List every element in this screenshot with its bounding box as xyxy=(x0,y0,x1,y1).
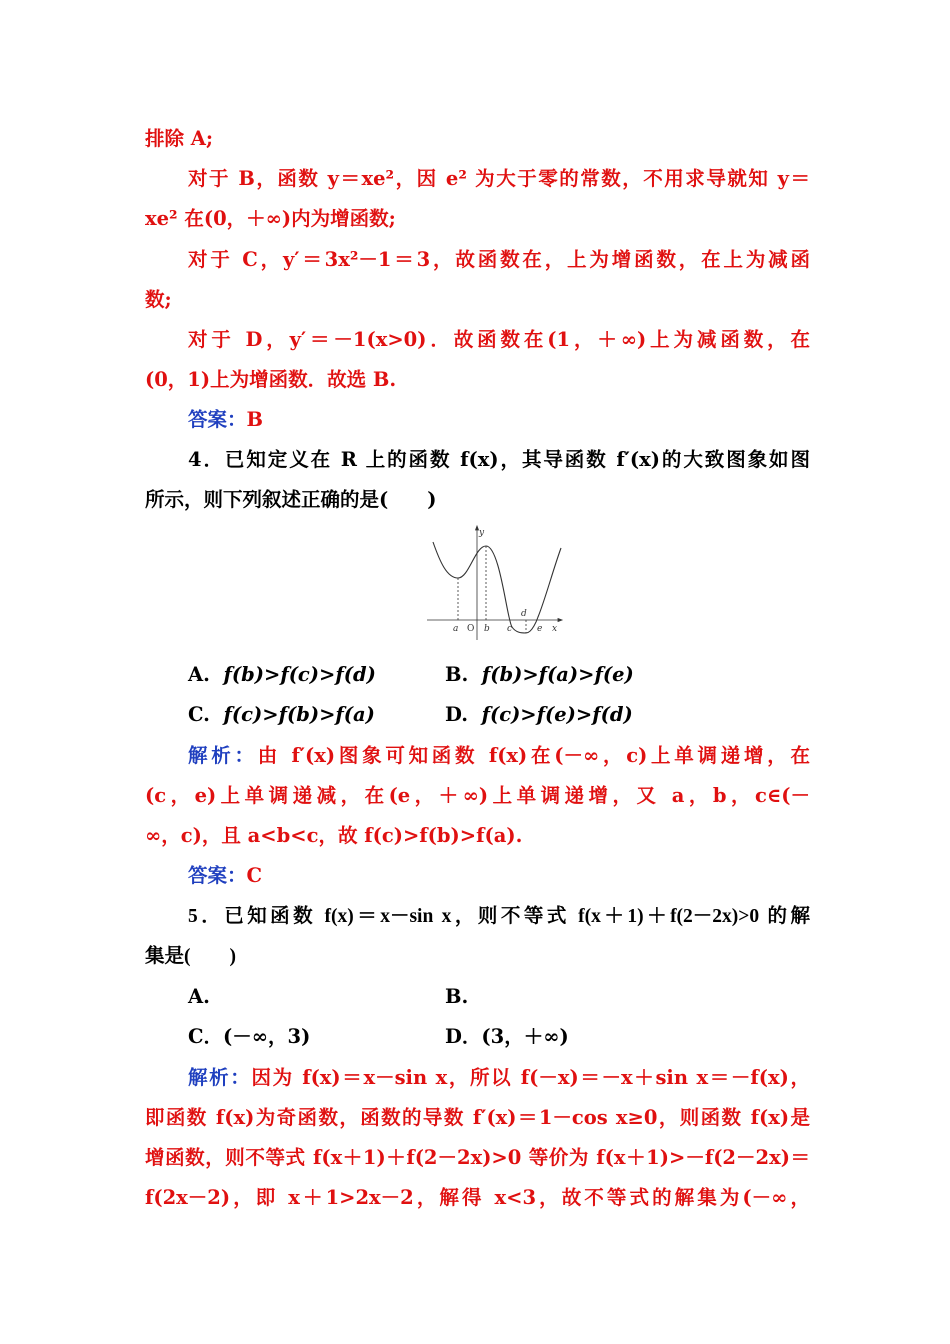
text-line: xe² 在(0，＋∞)内为增函数; xyxy=(145,207,396,230)
option-a[interactable] xyxy=(188,977,210,1017)
text-line: 排除 A; xyxy=(145,127,214,150)
option-text: f(b)>f(c)>f(d) xyxy=(223,663,376,686)
answer-line xyxy=(188,400,810,440)
answer-value: B xyxy=(246,408,263,431)
option-c[interactable] xyxy=(188,695,375,735)
text-line: 对于 D，y′＝－1(x>0)．故函数在(1，＋∞)上为减函数，在 xyxy=(188,328,810,351)
tick-label-a: a xyxy=(453,624,459,634)
x-axis-arrow xyxy=(558,619,562,622)
option-letter: C. xyxy=(188,703,210,726)
solution-line: 增函数，则不等式 f(x＋1)＋f(2－2x)>0 等价为 f(x＋1)>－f(2－2x)＝ xyxy=(145,1146,810,1169)
question-5-stem: 集是( ) xyxy=(145,946,236,967)
option-text: f(c)>f(e)>f(d) xyxy=(481,703,633,726)
option-c[interactable] xyxy=(188,1017,310,1057)
option-b[interactable] xyxy=(445,977,468,1017)
option-b[interactable] xyxy=(445,655,634,695)
text-line: 数; xyxy=(145,288,172,311)
text-line: (0，1)上为增函数．故选 B. xyxy=(145,368,397,391)
option-a[interactable] xyxy=(188,655,376,695)
option-letter: C． xyxy=(188,1025,224,1048)
option-letter: B. xyxy=(445,985,469,1008)
question-4-stem: 4．已知定义在 R 上的函数 f(x)，其导函数 f′(x)的大致图象如图 xyxy=(188,448,810,471)
solution-line: (c，e)上单调递减，在(e，＋∞)上单调递增，又 a，b，c∈(－ xyxy=(145,784,810,807)
derivative-graph-figure xyxy=(425,522,565,642)
question-5-stem: 5．已知函数 f(x)＝x－sin x，则不等式 f(x＋1)＋f(2－2x)>0 的解 xyxy=(188,906,810,927)
option-letter: B. xyxy=(445,663,469,686)
option-text: (－∞，3) xyxy=(223,1025,311,1048)
solution-text: 因为 f(x)＝x－sin x，所以 f(－x)＝－x＋sin x＝－f(x)， xyxy=(251,1066,810,1089)
answer-line xyxy=(188,856,810,896)
tick-label-b: b xyxy=(484,624,490,634)
x-axis-label: x xyxy=(552,624,558,634)
solution-line xyxy=(188,736,810,776)
tick-label-e: e xyxy=(537,624,543,634)
option-text: f(b)>f(a)>f(e) xyxy=(481,663,634,686)
question-4-stem: 所示，则下列叙述正确的是( ) xyxy=(145,488,437,511)
option-letter: D． xyxy=(445,1025,482,1048)
text-line: 对于 C，y′＝3x²－1＝3，故函数在，上为增函数，在上为减函 xyxy=(188,248,810,271)
y-axis-label: y xyxy=(479,528,485,538)
answer-value: C xyxy=(246,864,263,887)
option-d[interactable] xyxy=(445,695,633,735)
solution-label: 解析： xyxy=(188,744,258,767)
solution-line: ∞，c)，且 a<b<c，故 f(c)>f(b)>f(a). xyxy=(145,824,523,847)
solution-text: 由 f′(x)图象可知函数 f(x)在(－∞，c)上单调递增，在 xyxy=(257,744,810,767)
tick-label-origin: O xyxy=(467,624,475,634)
option-text: f(c)>f(b)>f(a) xyxy=(223,703,375,726)
solution-line xyxy=(188,1058,810,1098)
text-line: 对于 B，函数 y＝xe²，因 e² 为大于零的常数，不用求导就知 y＝ xyxy=(188,167,810,190)
solution-label: 解析： xyxy=(188,1066,252,1089)
option-letter: A. xyxy=(188,985,210,1008)
derivative-curve xyxy=(433,542,561,633)
answer-label: 答案： xyxy=(188,864,247,887)
option-letter: A. xyxy=(188,663,210,686)
option-d[interactable] xyxy=(445,1017,569,1057)
solution-line: 即函数 f(x)为奇函数，函数的导数 f′(x)＝1－cos x≥0，则函数 f(x)是 xyxy=(145,1106,810,1129)
tick-label-c: c xyxy=(507,624,513,634)
option-text: (3，＋∞) xyxy=(481,1025,569,1048)
tick-label-d: d xyxy=(521,609,527,619)
answer-label: 答案： xyxy=(188,408,247,431)
solution-line: f(2x－2)，即 x＋1>2x－2，解得 x<3，故不等式的解集为(－∞， xyxy=(145,1186,810,1209)
option-letter: D. xyxy=(445,703,469,726)
